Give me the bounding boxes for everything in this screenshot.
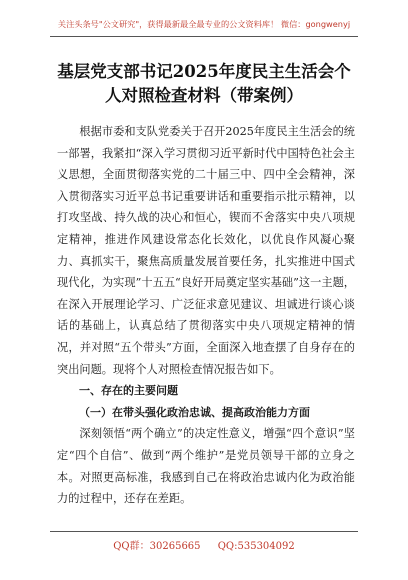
subsection-heading: （一）在带头强化政治忠诚、提高政治能力方面	[79, 405, 310, 419]
footer	[0, 537, 408, 552]
document-title-line-2: 人对照检查材料（带案例）	[105, 86, 303, 105]
header-banner: 关注头条号"公文研究"，获得最新最全最专业的公文资料库！ 微信：gongwenyj	[57, 19, 351, 29]
footer-qq: QQ:535304092	[217, 541, 295, 552]
document-title	[40, 60, 368, 108]
subsection-paragraph: 深刻领悟“两个确立”的决定性意义，增强“四个意识”坚定“四个自信”、做到“两个维护”是党员领导干部的立身之本。对照更高标准，我感到自己在将政治忠诚内化为政治能力的过程中，还存在差距。	[57, 427, 355, 506]
section-heading: 一、存在的主要问题	[79, 384, 178, 398]
header-divider	[50, 36, 358, 37]
footer-qq-group: QQ群：30265665	[113, 541, 201, 552]
document-title-line-1: 基层党支部书记2025年度民主生活会个	[57, 62, 351, 81]
footer-divider	[50, 531, 358, 532]
document-body	[57, 121, 355, 510]
intro-paragraph: 根据市委和支队党委关于召开2025年度民主生活会的统一部署，我紧扣“深入学习贯彻习近平新时代中国特色社会主义思想，全面贯彻落实党的二十届三中、四中全会精神，深入贯彻落实习近平总书记重要讲话和重要指示批示精神，以打攻坚战、持久战的决心和恒心，锲而不舍落实中央八项规定精神，推进作风建设常态化长效化，以优良作风凝心聚力、真抓实干，聚焦高质量发展首要任务，扎实推进中国式现代化，为实现”十五五“良好开局奠定坚实基础”这一主题，在深入开展理论学习、广泛征求意见建议、坦诚进行谈心谈话的基础上，认真总结了贯彻落实中央八项规定精神的情况，并对照“五个带头”方面，全面深入地查摆了自身存在的突出问题。现将个人对照检查情况报告如下。	[57, 125, 355, 376]
